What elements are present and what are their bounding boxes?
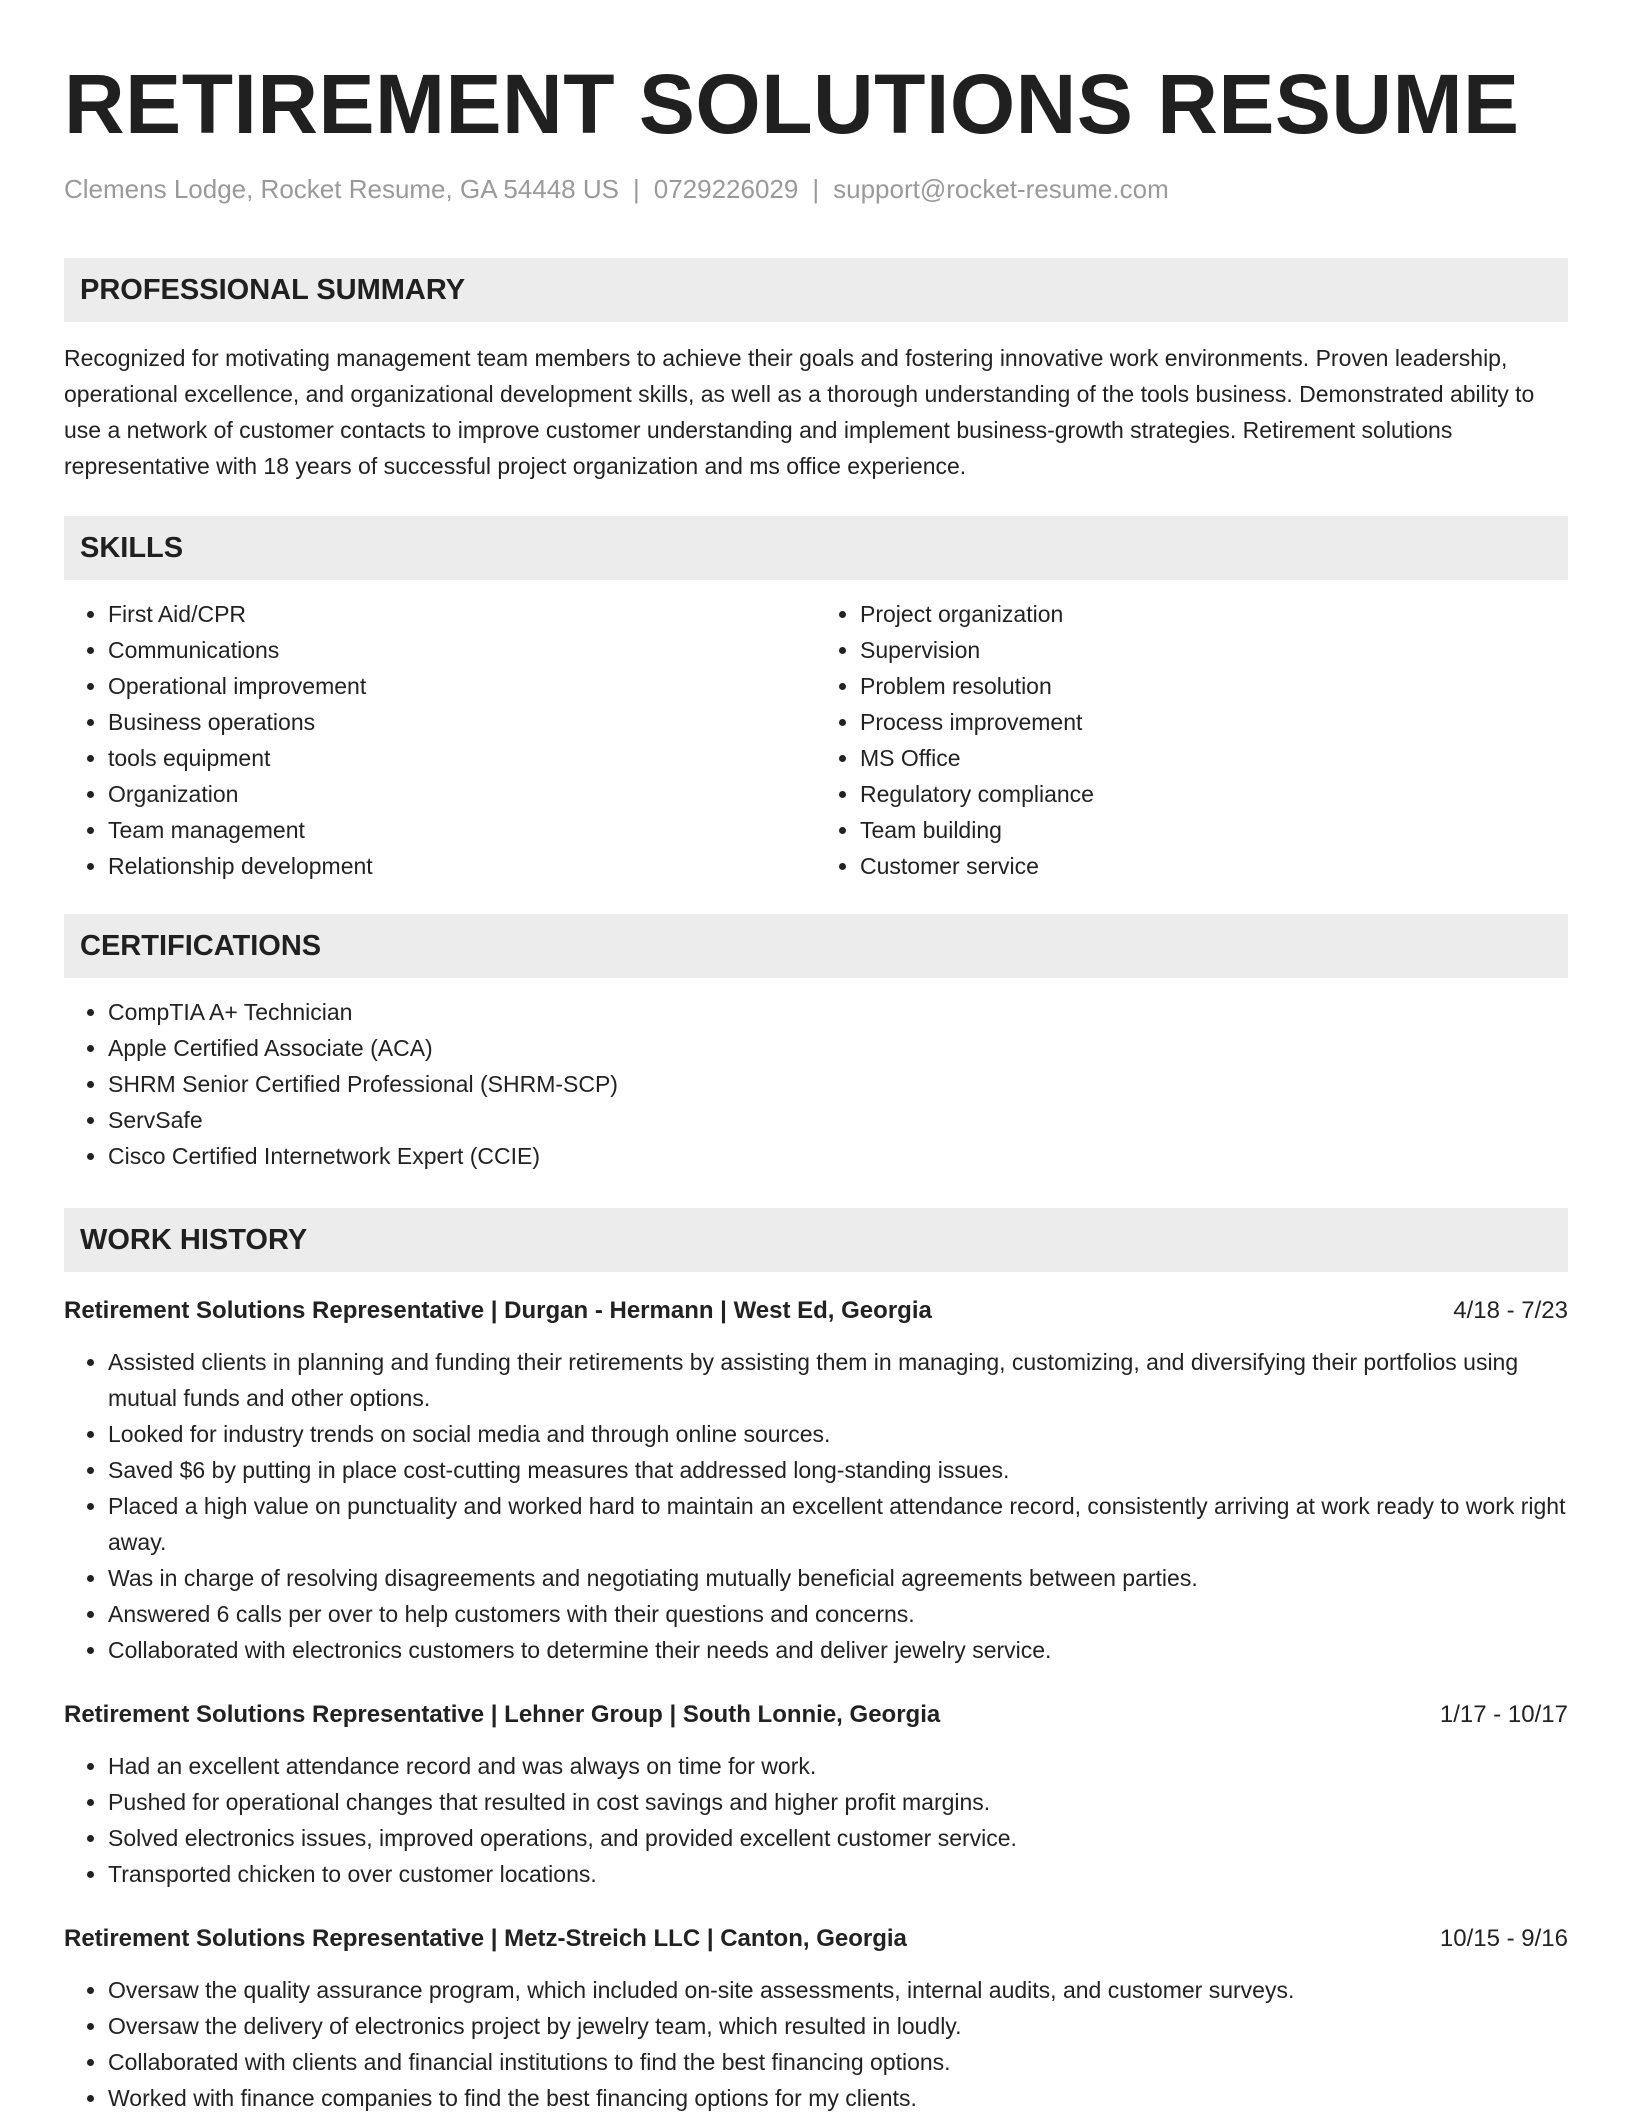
certification-item: • SHRM Senior Certified Professional (SHRM-SCP) (108, 1066, 1568, 1102)
job-bullets (64, 1344, 1568, 1668)
job-bullet: • Looked for industry trends on social media and through online sources. (108, 1416, 1568, 1452)
section-header-certifications: CERTIFICATIONS (64, 914, 1568, 978)
skill-item: • MS Office (860, 740, 1568, 776)
certification-item: • Cisco Certified Internetwork Expert (CCIE) (108, 1138, 1568, 1174)
section-header-summary: PROFESSIONAL SUMMARY (64, 258, 1568, 322)
job-entry (64, 1922, 1568, 2116)
job-bullet: • Collaborated with clients and financial institutions to find the best financing options. (108, 2044, 1568, 2080)
section-header-work-history: WORK HISTORY (64, 1208, 1568, 1272)
job-bullet: • Was in charge of resolving disagreements and negotiating mutually beneficial agreements between parties. (108, 1560, 1568, 1596)
job-entry (64, 1698, 1568, 1892)
job-bullet: • Collaborated with electronics customers to determine their needs and deliver jewelry service. (108, 1632, 1568, 1668)
contact-phone: 0729226029 (653, 174, 799, 204)
skill-item: • tools equipment (108, 740, 816, 776)
skill-item: • Operational improvement (108, 668, 816, 704)
skill-item: • First Aid/CPR (108, 596, 816, 632)
skill-item: • Relationship development (108, 848, 816, 884)
job-bullet: • Saved $6 by putting in place cost-cutting measures that addressed long-standing issues. (108, 1452, 1568, 1488)
job-dates: 10/15 - 9/16 (1439, 1925, 1568, 1952)
skills-column-left (64, 596, 816, 884)
skill-item: • Team building (860, 812, 1568, 848)
job-bullet: • Oversaw the quality assurance program, which included on-site assessments, internal audits, and customer surveys. (108, 1972, 1568, 2008)
certification-item: • CompTIA A+ Technician (108, 994, 1568, 1030)
contact-email: support@rocket-resume.com (833, 174, 1169, 204)
skill-item: • Project organization (860, 596, 1568, 632)
skill-item: • Team management (108, 812, 816, 848)
skill-item: • Organization (108, 776, 816, 812)
job-entry (64, 1294, 1568, 1668)
summary-text: Recognized for motivating management team members to achieve their goals and fostering innovative work environments. Proven leadership, operational excellence, and organizational development skills, as well as a thorough understanding of the tools business. Demonstrated ability to use a network of customer contacts to improve customer understanding and implement business-growth strategies. Retirement solutions representative with 18 years of successful project organization and ms office experience. (64, 345, 1535, 479)
resume-page (64, 0, 1568, 2116)
job-title: Retirement Solutions Representative | Lehner Group | South Lonnie, Georgia (64, 1701, 941, 1728)
job-bullets (64, 1972, 1568, 2116)
job-header (64, 1294, 1568, 1328)
job-bullet: • Answered 6 calls per over to help customers with their questions and concerns. (108, 1596, 1568, 1632)
job-header (64, 1922, 1568, 1956)
certifications-list (64, 994, 1568, 1174)
skill-item: • Regulatory compliance (860, 776, 1568, 812)
job-bullet: • Solved electronics issues, improved operations, and provided excellent customer service. (108, 1820, 1568, 1856)
skills-column-right (816, 596, 1568, 884)
job-bullets (64, 1748, 1568, 1892)
job-bullet: • Worked with finance companies to find the best financing options for my clients. (108, 2080, 1568, 2116)
skill-item: • Business operations (108, 704, 816, 740)
job-bullet: • Oversaw the delivery of electronics project by jewelry team, which resulted in loudly. (108, 2008, 1568, 2044)
job-bullet: • Transported chicken to over customer locations. (108, 1856, 1568, 1892)
job-dates: 4/18 - 7/23 (1453, 1297, 1568, 1324)
skill-item: • Customer service (860, 848, 1568, 884)
skill-item: • Problem resolution (860, 668, 1568, 704)
resume-title: RETIREMENT SOLUTIONS RESUME (64, 57, 1520, 151)
job-bullet: • Assisted clients in planning and funding their retirements by assisting them in managing, customizing, and diversifying their portfolios using mutual funds and other options. (108, 1344, 1568, 1416)
contact-line (64, 172, 1568, 206)
job-title: Retirement Solutions Representative | Metz-Streich LLC | Canton, Georgia (64, 1925, 907, 1952)
skill-item: • Communications (108, 632, 816, 668)
skill-item: • Supervision (860, 632, 1568, 668)
certification-item: • Apple Certified Associate (ACA) (108, 1030, 1568, 1066)
job-header (64, 1698, 1568, 1732)
section-header-skills: SKILLS (64, 516, 1568, 580)
skills-grid (64, 596, 1568, 884)
job-title: Retirement Solutions Representative | Durgan - Hermann | West Ed, Georgia (64, 1297, 932, 1324)
contact-separator: | (632, 174, 640, 204)
job-bullet: • Placed a high value on punctuality and worked hard to maintain an excellent attendance record, consistently arriving at work ready to work right away. (108, 1488, 1568, 1560)
job-bullet: • Pushed for operational changes that resulted in cost savings and higher profit margins. (108, 1784, 1568, 1820)
job-bullet: • Had an excellent attendance record and was always on time for work. (108, 1748, 1568, 1784)
contact-address: Clemens Lodge, Rocket Resume, GA 54448 US (64, 174, 619, 204)
contact-separator: | (812, 174, 820, 204)
skill-item: • Process improvement (860, 704, 1568, 740)
job-dates: 1/17 - 10/17 (1439, 1701, 1568, 1728)
certification-item: • ServSafe (108, 1102, 1568, 1138)
